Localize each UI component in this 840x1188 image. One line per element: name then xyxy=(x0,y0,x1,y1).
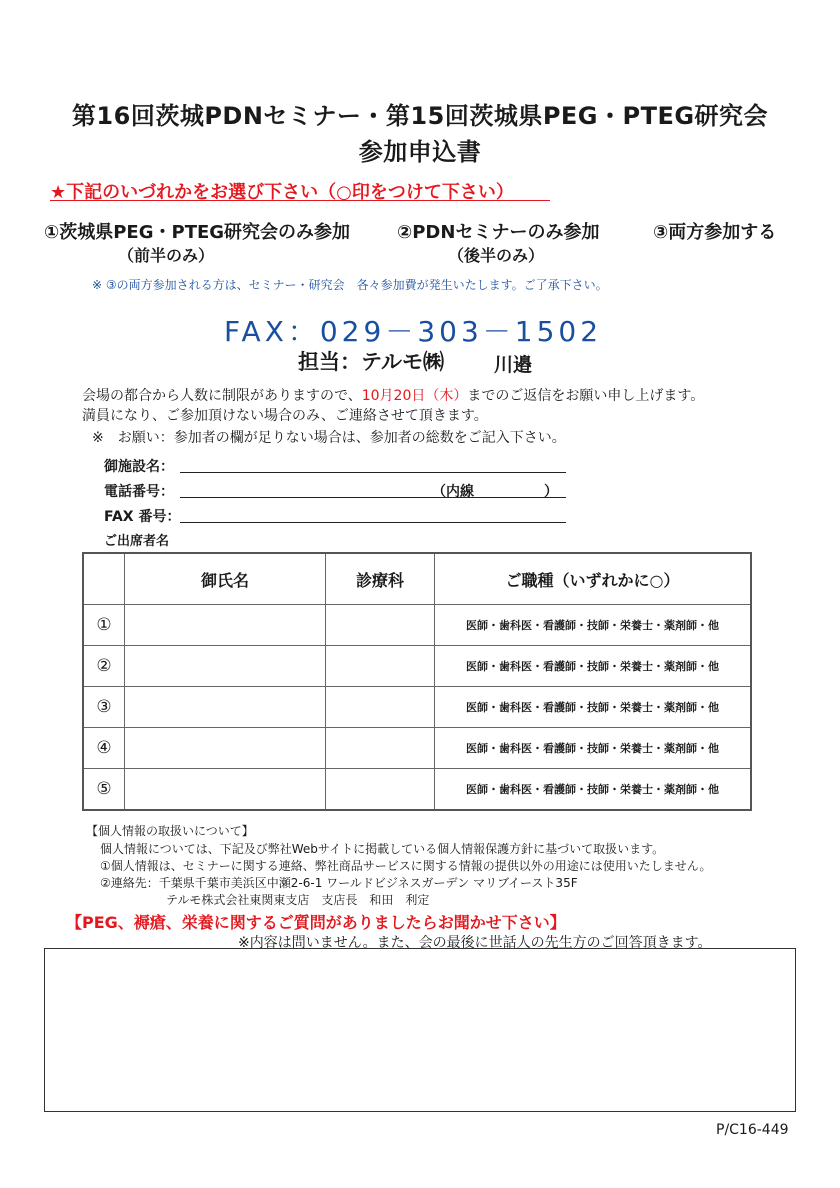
department-cell[interactable] xyxy=(326,605,435,646)
form-title: 第16回茨城PDNセミナー・第15回茨城県PEG・PTEG研究会 xyxy=(71,102,769,130)
name-cell[interactable] xyxy=(125,687,326,728)
occupation-options[interactable]: 医師・歯科医・看護師・技師・栄養士・薬剤師・他 xyxy=(435,687,752,728)
selection-instruction: ★下記のいづれかをお選び下さい（○印をつけて下さい） xyxy=(50,182,514,203)
table-row xyxy=(83,687,751,728)
extension-label: （内線 ） xyxy=(432,484,558,500)
notice-text-pre: 会場の都合から人数に制限がありますので、 xyxy=(82,388,362,404)
department-cell[interactable] xyxy=(326,646,435,687)
department-cell[interactable] xyxy=(326,687,435,728)
occupation-options[interactable]: 医師・歯科医・看護師・技師・栄養士・薬剤師・他 xyxy=(435,769,752,811)
header-occupation: ご職種（いずれかに○） xyxy=(435,553,752,605)
fax-label: FAX 番号： xyxy=(104,509,181,525)
header-name: 御氏名 xyxy=(125,553,326,605)
privacy-line-2: ①個人情報は、セミナーに関する連絡、弊社商品サービスに関する情報の提供以外の用途には使用いたしません。 xyxy=(100,859,712,873)
notice-text-post: までのご返信をお願い申し上げます。 xyxy=(467,388,705,404)
occupation-options[interactable]: 医師・歯科医・看護師・技師・栄養士・薬剤師・他 xyxy=(435,605,752,646)
facility-input-line[interactable] xyxy=(180,472,566,473)
table-row xyxy=(83,769,751,811)
name-cell[interactable] xyxy=(125,769,326,811)
option-1[interactable]: ①茨城県PEG・PTEG研究会のみ参加 xyxy=(44,222,351,243)
row-number: ① xyxy=(83,605,125,646)
option-3[interactable]: ③両方参加する xyxy=(653,222,777,243)
notice-line-2: 満員になり、ご参加頂けない場合のみ、ご連絡させて頂きます。 xyxy=(82,408,488,424)
row-number: ② xyxy=(83,646,125,687)
attendee-table xyxy=(82,552,752,811)
facility-label: 御施設名： xyxy=(104,459,174,475)
phone-label: 電話番号： xyxy=(104,484,174,500)
notice-line-1 xyxy=(82,385,704,405)
privacy-line-4: テルモ株式会社東関東支店 支店長 和田 利定 xyxy=(166,893,430,907)
department-cell[interactable] xyxy=(326,769,435,811)
notice-line-3: ※ お願い：参加者の欄が足りない場合は、参加者の総数をご記入下さい。 xyxy=(92,430,566,446)
option-2-sub: （後半のみ） xyxy=(448,246,545,265)
contact-person-label: 担当：テルモ㈱ xyxy=(298,350,444,374)
option-1-sub: （前半のみ） xyxy=(118,246,215,265)
table-row xyxy=(83,646,751,687)
fax-input-line[interactable] xyxy=(180,522,566,523)
row-number: ④ xyxy=(83,728,125,769)
privacy-heading: 【個人情報の取扱いについて】 xyxy=(86,824,254,838)
questions-textbox[interactable] xyxy=(44,948,796,1112)
name-cell[interactable] xyxy=(125,646,326,687)
fax-number: FAX：029－303－1502 xyxy=(224,315,603,348)
name-cell[interactable] xyxy=(125,605,326,646)
questions-note: ※内容は問いません。また、会の最後に世話人の先生方のご回答頂きます。 xyxy=(238,935,712,951)
row-number: ③ xyxy=(83,687,125,728)
deadline: 10月20日（木） xyxy=(361,388,468,404)
option-2[interactable]: ②PDNセミナーのみ参加 xyxy=(397,222,600,243)
name-cell[interactable] xyxy=(125,728,326,769)
document-code: P/C16-449 xyxy=(716,1122,789,1138)
phone-input-line[interactable] xyxy=(180,497,566,498)
row-number: ⑤ xyxy=(83,769,125,811)
questions-heading: 【PEG、褥瘡、栄養に関するご質問がありましたらお聞かせ下さい】 xyxy=(66,913,566,932)
fee-note: ※ ③の両方参加される方は、セミナー・研究会 各々参加費が発生いたします。ご了承下さい。 xyxy=(92,278,608,292)
occupation-options[interactable]: 医師・歯科医・看護師・技師・栄養士・薬剤師・他 xyxy=(435,646,752,687)
privacy-line-1: 個人情報については、下記及び弊社Webサイトに掲載している個人情報保護方針に基づいて取扱います。 xyxy=(100,842,665,856)
attendees-label: ご出席者名 xyxy=(104,534,170,549)
department-cell[interactable] xyxy=(326,728,435,769)
table-row xyxy=(83,728,751,769)
header-number xyxy=(83,553,125,605)
form-subtitle: 参加申込書 xyxy=(358,138,482,166)
table-row xyxy=(83,605,751,646)
contact-person-name: 川邉 xyxy=(494,354,533,376)
header-department: 診療科 xyxy=(326,553,435,605)
instruction-underline xyxy=(50,200,550,201)
table-header-row xyxy=(83,553,751,605)
privacy-line-3: ②連絡先：千葉県千葉市美浜区中瀬2-6-1 ワールドビジネスガーデン マリブイースト35F xyxy=(100,876,578,890)
occupation-options[interactable]: 医師・歯科医・看護師・技師・栄養士・薬剤師・他 xyxy=(435,728,752,769)
